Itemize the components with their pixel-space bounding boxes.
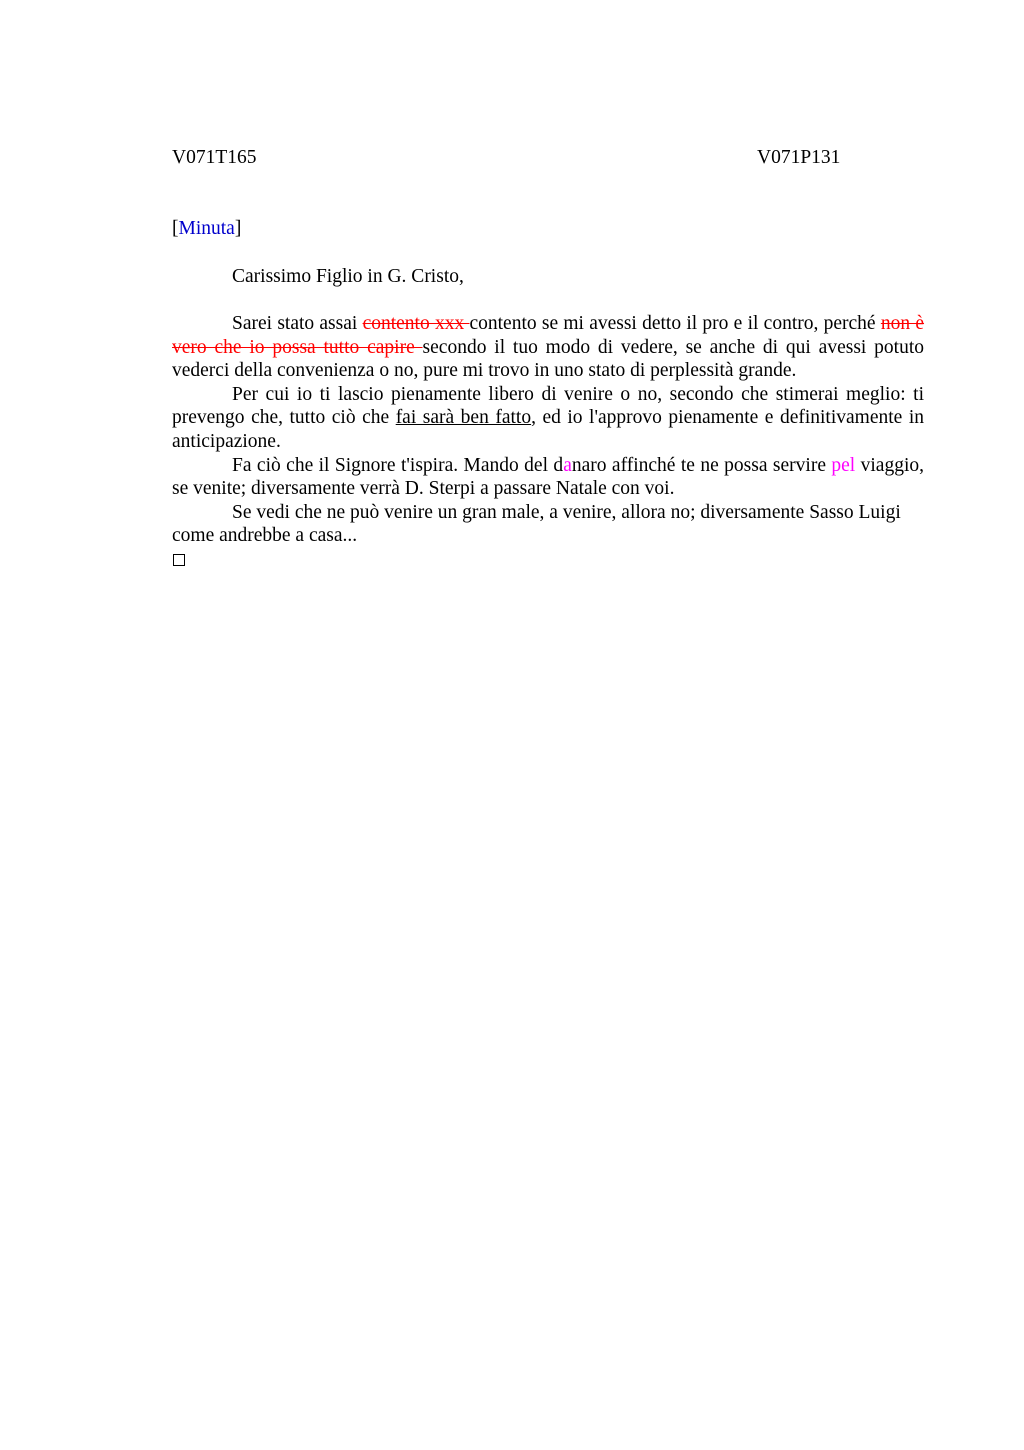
- document-code-left: V071T165: [172, 147, 257, 168]
- open-bracket: [: [172, 218, 179, 239]
- deleted-text: non è vero che io possa tutto capire: [172, 313, 925, 358]
- text-segment: naro affinché te ne possa servire: [571, 454, 832, 476]
- inserted-text: pel: [831, 454, 856, 476]
- end-marker-square-icon: [173, 554, 185, 566]
- text-segment: secondo il tuo modo di vedere, se anche di qui avessi potuto vederci della convenienza o no, pure mi trovo in uno stato di perplessità grande.: [172, 336, 924, 382]
- paragraph-1: [172, 312, 924, 383]
- text-segment: viaggio, se venite; diversamente verrà D. Sterpi a passare Natale con voi.: [172, 454, 925, 500]
- underlined-text: fai sarà ben fatto: [395, 407, 532, 429]
- page-code-right: V071P131: [757, 147, 841, 168]
- paragraph-4: [172, 501, 924, 548]
- draft-label: [172, 217, 241, 241]
- salutation: Carissimo Figlio in G. Cristo,: [232, 266, 464, 287]
- text-segment: Se vedi che ne può venire un gran male, a venire, allora no; diversamente Sasso Luigi come andrebbe a casa...: [172, 501, 901, 547]
- text-segment: Sarei stato assai: [232, 313, 363, 334]
- close-bracket: ]: [234, 218, 242, 239]
- draft-label-word: Minuta: [178, 218, 235, 239]
- inserted-text: a: [563, 454, 572, 476]
- text-segment: contento se mi avessi detto il pro e il contro, perché: [469, 313, 881, 334]
- paragraph-3: [172, 454, 924, 501]
- text-segment: Fa ciò che il Signore t'ispira. Mando del d: [232, 454, 564, 476]
- letter-body: [172, 312, 924, 548]
- text-segment: , ed io l'approvo pienamente e definitivamente in anticipazione.: [172, 407, 925, 452]
- text-segment: Per cui io ti lascio pienamente libero di venire o no, secondo che stimerai meglio: ti prevengo che, tutto ciò che: [172, 383, 924, 429]
- paragraph-2: [172, 383, 924, 454]
- deleted-text: contento xxx: [362, 313, 470, 334]
